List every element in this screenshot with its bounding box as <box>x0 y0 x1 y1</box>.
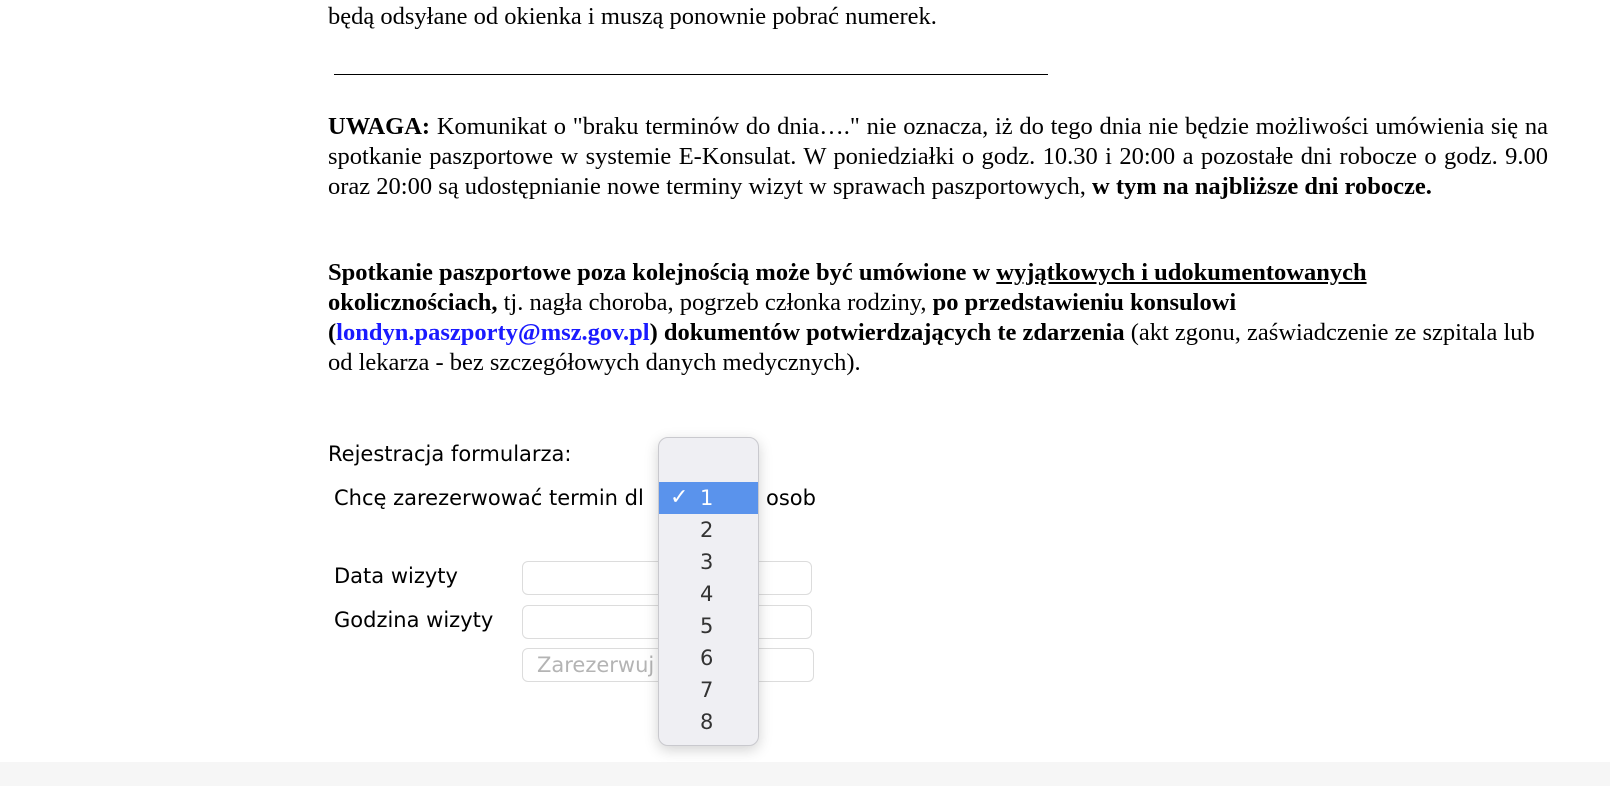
uwaga-text: Komunikat o "braku terminów do dnia…." nie oznacza, iż do tego dnia nie będzie możliwości umówienia się na spotkanie paszportowe w systemie E-Konsulat. W poniedziałki o godz. 10.30 i 20:00 a pozostałe dni robocze o godz. 9.00 oraz 20:00 są udostępnianie nowe terminy wizyt w sprawach paszportowych, <box>328 113 1548 200</box>
spotkanie-text-1: tj. nagła choroba, pogrzeb członka rodziny, <box>503 289 927 316</box>
spotkanie-text-2: (akt zgonu, zaświadczenie ze szpitala lub od lekarza - bez szczegółowych danych medycznych). <box>328 319 1535 376</box>
spotkanie-bold-2: okolicznościach, <box>328 289 498 316</box>
persons-label: Chcę zarezerwować termin dl <box>334 486 644 510</box>
persons-option-label: 8 <box>700 710 714 734</box>
spotkanie-bold-1: Spotkanie paszportowe poza kolejnością może być umówione w <box>328 259 991 286</box>
spotkanie-bold-3: po przedstawieniu konsulowi <box>932 289 1237 316</box>
persons-option[interactable] <box>659 482 758 514</box>
uwaga-paragraph <box>328 112 1548 202</box>
persons-option[interactable] <box>659 674 758 706</box>
persons-dropdown-menu[interactable] <box>658 437 759 746</box>
persons-suffix: osob <box>766 486 816 510</box>
date-label: Data wizyty <box>334 564 458 588</box>
persons-option-label: 2 <box>700 518 714 542</box>
persons-option[interactable] <box>659 706 758 738</box>
persons-option[interactable] <box>659 514 758 546</box>
checkmark-icon: ✓ <box>670 485 689 510</box>
uwaga-bold: w tym na najbliższe dni robocze. <box>1092 173 1432 200</box>
persons-option[interactable] <box>659 610 758 642</box>
notice-top-line: będą odsyłane od okienka i muszą ponownie pobrać numerek. <box>328 3 937 30</box>
persons-options-list <box>659 482 758 738</box>
email-link[interactable]: londyn.paszporty@msz.gov.pl <box>336 319 650 346</box>
persons-option-label: 6 <box>700 646 714 670</box>
uwaga-label: UWAGA: <box>328 113 431 140</box>
persons-option-label: 7 <box>700 678 714 702</box>
persons-option[interactable] <box>659 642 758 674</box>
separator-rule <box>334 74 1048 75</box>
persons-option[interactable] <box>659 578 758 610</box>
persons-option-label: 3 <box>700 550 714 574</box>
form-heading: Rejestracja formularza: <box>328 442 572 466</box>
paren-open: ( <box>328 319 337 346</box>
spotkanie-paragraph <box>328 258 1548 378</box>
reserve-button[interactable]: Zarezerwuj <box>522 648 814 682</box>
persons-option-label: 4 <box>700 582 714 606</box>
spotkanie-bold-4: ) dokumentów potwierdzających te zdarzenia <box>649 319 1125 346</box>
spotkanie-underlined: wyjątkowych i udokumentowanych <box>996 259 1367 286</box>
persons-option[interactable] <box>659 546 758 578</box>
bottom-bar <box>0 762 1610 786</box>
time-label: Godzina wizyty <box>334 608 494 632</box>
persons-option-label: 5 <box>700 614 714 638</box>
persons-option-label: 1 <box>700 486 714 510</box>
